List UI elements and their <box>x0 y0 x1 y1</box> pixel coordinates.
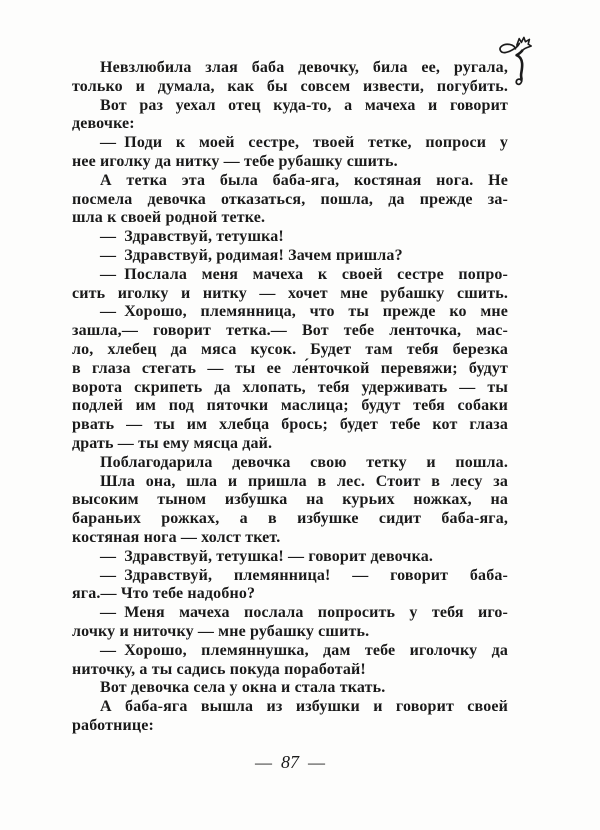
text-line: высоким тыном избушка на курьих ножках, на <box>72 491 508 509</box>
text-line: А баба-яга вышла из избушки и говорит своей <box>100 698 508 716</box>
text-line: — Здравствуй, тетушка! — говорит девочка. <box>100 547 434 565</box>
text-line: Невзлюбила злая баба девочку, била ее, ругала, <box>100 59 508 76</box>
text-line: лочку и ниточку — мне рубашку сшить. <box>72 622 370 640</box>
paragraph <box>72 228 508 247</box>
text-line: — Меня мачеха послала попросить у тебя иго- <box>100 604 508 622</box>
text-line: костяная нога — холст ткет. <box>72 528 281 546</box>
paragraph <box>72 698 508 736</box>
text-line: драть — ты ему мясца дай. <box>72 434 273 452</box>
text-line: — Послала меня мачеха к своей сестре попро- <box>100 265 508 283</box>
text-line: подлей им под пяточки маслица; будут тебя собаки <box>72 397 508 415</box>
text-line: рвать — ты им хлебца брось; будет тебе кот глаза <box>72 416 508 434</box>
text-line: только и думала, как бы совсем извести, погубить. <box>72 77 508 95</box>
paragraph <box>72 247 508 266</box>
text-line: ло, хлебец да мяса кусок. Будет там тебя березка <box>72 340 508 358</box>
text-line: бараньих рожках, а в избушке сидит баба-яга, <box>72 510 508 528</box>
text-line: ниточку, а ты садись покуда поработай! <box>72 660 366 678</box>
text-line: яга.— Что тебе надобно? <box>72 585 256 603</box>
paragraph <box>72 172 508 228</box>
text-line: — Хорошо, племянница, что ты прежде ко мне <box>100 303 508 321</box>
page-number <box>72 752 508 773</box>
folio-number: 87 <box>281 752 299 772</box>
text-line: девочке: <box>72 115 135 133</box>
text-line: нее иголку да нитку — тебе рубашку сшить. <box>72 152 398 170</box>
text-line: Вот раз уехал отец куда-то, а мачеха и говорит <box>100 96 508 114</box>
text-line: Шла она, шла и пришла в лес. Стоит в лесу за <box>100 472 508 490</box>
paragraph <box>72 567 508 605</box>
text-line: посмела девочка отказаться, пошла, да прежде за- <box>72 190 508 208</box>
folio-dash-right: — <box>308 753 325 772</box>
paragraph <box>72 604 508 642</box>
text-line: А тетка эта была баба-яга, костяная нога. Не <box>100 171 508 189</box>
paragraph <box>72 454 508 473</box>
text-line: Поблагодарила девочка свою тетку и пошла. <box>100 453 508 471</box>
text-line: — Здравствуй, племянница! — говорит баба- <box>100 566 508 584</box>
text-line: Вот девочка села у окна и стала ткать. <box>100 679 386 697</box>
story-text <box>72 59 508 736</box>
paragraph <box>72 642 508 680</box>
text-line: — Хорошо, племяннушка, дам тебе иголочку да <box>100 641 508 659</box>
text-line: — Здравствуй, родимая! Зачем пришла? <box>100 246 403 264</box>
text-line: работнице: <box>72 716 154 734</box>
paragraph <box>72 548 508 567</box>
text-line: — Здравствуй, тетушка! <box>100 228 284 246</box>
paragraph <box>72 97 508 135</box>
text-line: шла к своей родной тетке. <box>72 209 266 227</box>
text-line: ворота скрипеть да хлопать, тебя удерживать — ты <box>72 378 508 396</box>
paragraph <box>72 134 508 172</box>
text-line: зашла,— говорит тетка.— Вот тебе ленточка, мас- <box>72 322 508 340</box>
paragraph <box>72 266 508 304</box>
folio-dash-left: — <box>255 753 272 772</box>
paragraph <box>72 679 508 698</box>
text-line: в глаза стегать — ты ее ле́нточкой перевяжи; будут <box>72 359 508 377</box>
text-line: — Поди к моей сестре, твоей тетке, попроси у <box>100 134 508 152</box>
paragraph <box>72 59 508 97</box>
paragraph <box>72 303 508 453</box>
text-line: сить иголку и нитку — хочет мне рубашку сшить. <box>72 284 508 302</box>
paragraph <box>72 473 508 548</box>
